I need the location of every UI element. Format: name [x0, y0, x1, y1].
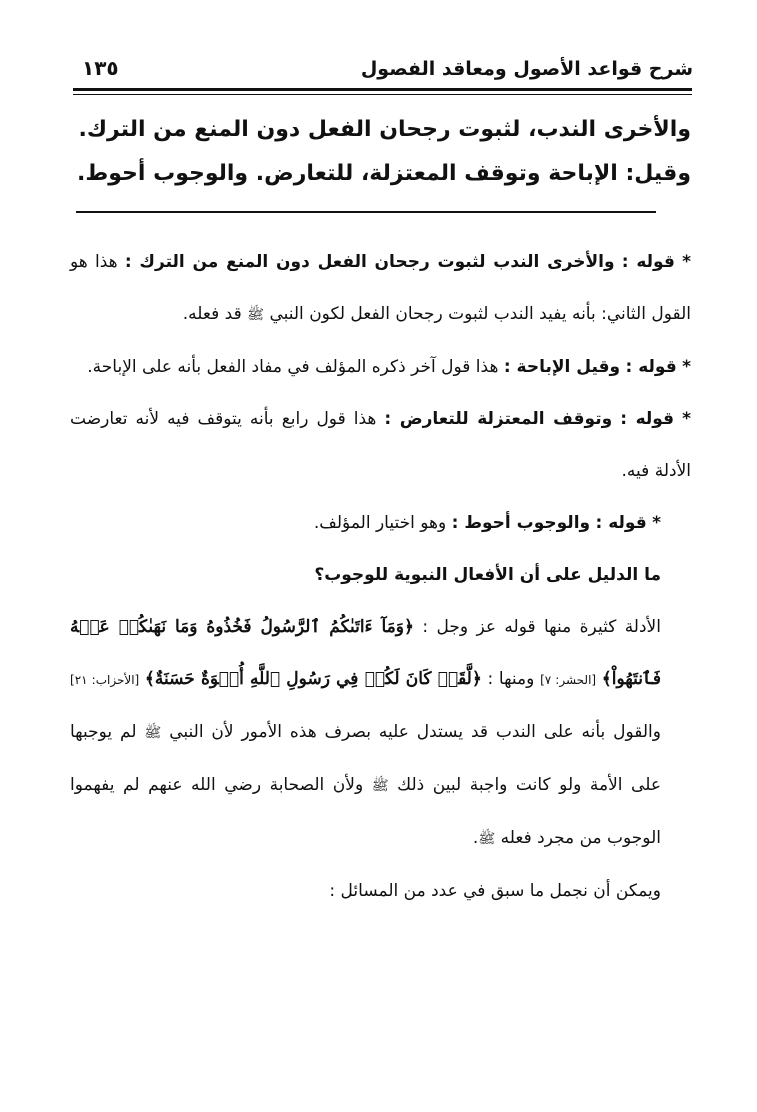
- page-number: ١٣٥: [82, 56, 119, 80]
- qawluh-label: قوله :: [595, 513, 647, 533]
- ornate-bracket-open-icon: ﴿: [403, 617, 414, 637]
- ornate-bracket-open-icon: ﴿: [471, 669, 482, 689]
- commentary-text: ومنها :: [487, 669, 535, 689]
- commentary-text: ولأن الصحابة رضي الله عنهم لم يفهموا الوجوب من مجرد فعله: [70, 775, 661, 848]
- evidence-paragraph: [70, 601, 691, 865]
- salla-glyph: ﷺ: [144, 725, 162, 741]
- quran-verse: لَّقَدۡ كَانَ لَكُمۡ فِي رَسُولِ ٱللَّهِ أُسۡوَةٌ حَسَنَةٌ: [154, 669, 472, 689]
- running-title: شرح قواعد الأصول ومعاقد الفصول: [360, 58, 693, 80]
- evidence-intro: الأدلة كثيرة منها قوله عز وجل :: [422, 617, 661, 637]
- commentary-paragraph: [70, 236, 691, 341]
- verse-reference: [الأحزاب: ٢١]: [70, 673, 140, 687]
- qawluh-label: قوله :: [621, 252, 675, 272]
- commentary-text: والقول بأنه على الندب قد يستدل عليه بصرف هذه الأمور لأن النبي: [169, 722, 661, 742]
- matn-line: والأخرى الندب، لثبوت رجحان الفعل دون المنع من الترك.: [78, 117, 691, 142]
- commentary-paragraph: [70, 341, 691, 393]
- commentary-text: قد فعله.: [182, 304, 242, 324]
- qawluh-label: قوله :: [620, 409, 675, 429]
- commentary-text: هذا قول رابع بأنه يتوقف فيه لأنه تعارضت الأدلة فيه.: [70, 409, 691, 481]
- star-icon: *: [682, 252, 691, 272]
- quoted-matn: والأخرى الندب لثبوت رجحان الفعل دون المنع من الترك :: [124, 252, 615, 272]
- commentary-text: وهو اختيار المؤلف.: [313, 513, 447, 533]
- quoted-matn: وتوقف المعتزلة للتعارض :: [384, 409, 613, 429]
- matn-line: وقيل: الإباحة وتوقف المعتزلة، للتعارض. والوجوب أحوط.: [77, 161, 691, 186]
- commentary-text: لم يوجبها على الأمة ولو كانت واجبة لبين ذلك: [70, 722, 662, 795]
- star-icon: *: [682, 409, 691, 429]
- commentary-text: هذا قول آخر ذكره المؤلف في مفاد الفعل بأنه على الإباحة.: [87, 357, 499, 377]
- salla-glyph: ﷺ: [478, 831, 496, 847]
- commentary-paragraph: [70, 393, 691, 497]
- qawluh-label: قوله :: [625, 357, 677, 377]
- quoted-matn: وقيل الإباحة :: [503, 357, 621, 377]
- quran-verse: وَمَآ ءَاتَىٰكُمُ ٱلرَّسُولُ فَخُذُوهُ وَمَا نَهَىٰكُمۡ عَنۡهُ فَٱنتَهُواْ: [70, 617, 662, 689]
- header-rule: [73, 88, 692, 91]
- commentary-paragraph: [70, 497, 691, 549]
- question-heading: ما الدليل على أن الأفعال النبوية للوجوب؟: [314, 565, 661, 585]
- star-icon: *: [652, 513, 661, 533]
- salla-glyph: ﷺ: [371, 778, 389, 794]
- verse-reference: [الحشر: ٧]: [540, 673, 597, 687]
- quoted-matn: والوجوب أحوط :: [451, 513, 591, 533]
- closing-line: ويمكن أن نجمل ما سبق في عدد من المسائل :: [329, 881, 661, 901]
- header-rule-thin: [73, 94, 692, 95]
- matn-text: [70, 108, 691, 196]
- matn-divider: [76, 211, 656, 213]
- star-icon: *: [682, 357, 691, 377]
- commentary: [70, 236, 691, 917]
- ornate-bracket-close-icon: ﴾: [144, 669, 155, 689]
- ornate-bracket-close-icon: ﴾: [601, 669, 612, 689]
- salla-glyph: ﷺ: [247, 307, 265, 323]
- commentary-text: .: [472, 828, 479, 848]
- commentary-text: هذا هو القول الثاني: بأنه يفيد الندب لثبوت رجحان الفعل لكون النبي: [70, 252, 691, 324]
